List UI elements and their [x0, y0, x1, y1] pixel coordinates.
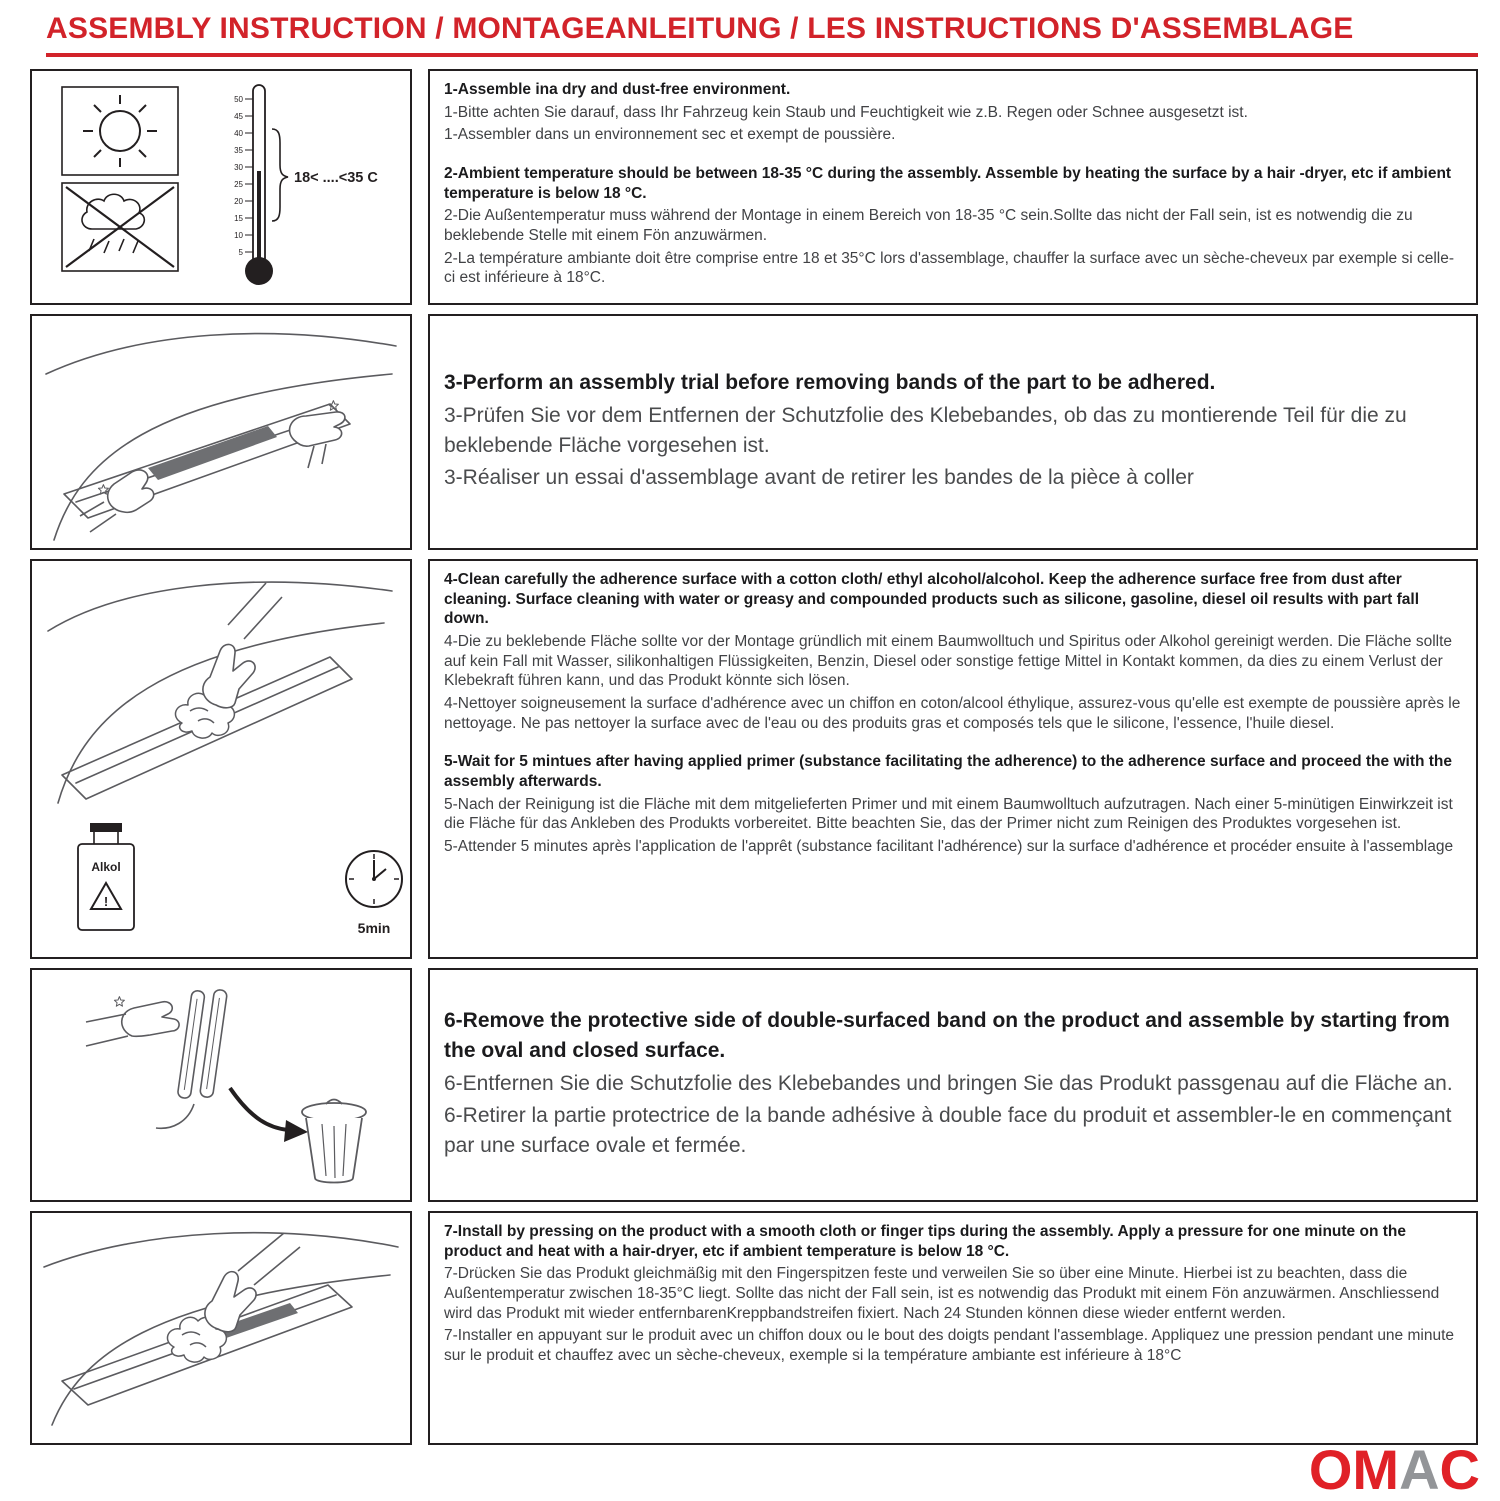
- star-doodle: [328, 401, 338, 411]
- svg-text:10: 10: [234, 231, 243, 240]
- hand: [86, 997, 179, 1046]
- trim-strip: [148, 426, 277, 480]
- alcohol-bottle-icon: [78, 823, 134, 930]
- logo-letters-om: OM: [1308, 1438, 1400, 1501]
- arrow-icon: [230, 1088, 308, 1142]
- step1-fr: 1-Assembler dans un environnement sec et exempt de poussière.: [444, 126, 896, 144]
- step4-fr: 4-Nettoyer soigneusement la surface d'adhérence avec un chiffon en coton/alcool éthylique, assurez-vous qu'elle est exempte de poussière après le nettoyage. Ne pas nettoyer la surface avec de l'eau ou des produits gras et composés tels que le silicone, l'essence, l'huile diesel.: [444, 695, 1461, 732]
- instructions-step-6: [428, 968, 1478, 1202]
- step-row-1: [30, 69, 1478, 305]
- alcohol-bottle-label: Alkol: [91, 860, 121, 874]
- step-row-2: [30, 314, 1478, 550]
- page-title: ASSEMBLY INSTRUCTION / MONTAGEANLEITUNG / LES INSTRUCTIONS D'ASSEMBLAGE: [46, 12, 1354, 45]
- step4-de: 4-Die zu beklebende Fläche sollte vor der Montage gründlich mit einem Baumwolltuch und Spiritus oder Alkohol gereinigt werden. Die Fläche sollte auf kein Fall mit Wasser, silikonhaltigen Flüssigkeiten, Benzin, Diesel oder sonstige fettige Mittel in Kontakt kommen, da dies zu einem Verlust der Klebekraft führen kann, und das Produkt könnte sich lösen.: [444, 633, 1453, 690]
- svg-text:15: 15: [234, 214, 243, 223]
- star-doodle: [114, 997, 124, 1007]
- step7-en: 7-Install by pressing on the product with a smooth cloth or finger tips during the assembly. Apply a pressure for one minute on the product and heat with a hair-dryer, etc if ambient temperature is below 18 °C.: [444, 1223, 1406, 1260]
- sun-icon: [62, 87, 178, 175]
- star-doodle: [98, 485, 108, 495]
- step3-de: 3-Prüfen Sie vor dem Entfernen der Schutzfolie des Klebebandes, ob das zu montierende Teil für die zu beklebende Fläche vorgesehen ist.: [444, 403, 1407, 457]
- step1-en: 1-Assemble ina dry and dust-free environment.: [444, 81, 791, 98]
- temperature-range-label: 18< ....<35 C: [294, 170, 378, 186]
- illustration-cleaning: [30, 559, 412, 959]
- step5-de: 5-Nach der Reinigung ist die Fläche mit dem mitgelieferten Primer und mit einem Baumwolltuch aufzutragen. Nach einer 5-minütigen Einwirkzeit ist die Fläche für das Ankleben des Produkts vorbereitet. Bitte beachten Sie, das der Primer nicht zum Reinigen des Produktes vorgesehen ist.: [444, 795, 1453, 833]
- step4-en: 4-Clean carefully the adherence surface with a cotton cloth/ ethyl alcohol/alcohol. Keep the adherence surface free from dust after cleaning. Surface cleaning with water or greasy and compounded products such as silicone, gasoline, diesel oil results with part fall down.: [444, 571, 1420, 628]
- step3-en: 3-Perform an assembly trial before removing bands of the part to be adhered.: [444, 370, 1216, 394]
- step1-de: 1-Bitte achten Sie darauf, dass Ihr Fahrzeug kein Staub und Feuchtigkeit wie z.B. Regen oder Schnee ausgesetzt ist.: [444, 103, 1248, 121]
- instructions-steps-1-2: [428, 69, 1478, 305]
- step-row-3: [30, 559, 1478, 959]
- step7-fr: 7-Installer en appuyant sur le produit avec un chiffon doux ou le bout des doigts pendant l'assemblage. Appliquez une pression pendant une minute sur le produit et chauffez avec un sèche-cheveux, exemple si la température ambiante est inférieure à 18°C: [444, 1327, 1455, 1365]
- svg-text:20: 20: [234, 197, 243, 206]
- illustration-remove-band: [30, 968, 412, 1202]
- warning-mark: !: [103, 894, 109, 909]
- step3-fr: 3-Réaliser un essai d'assemblage avant de retirer les bandes de la pièce à coller: [444, 466, 1194, 490]
- step-row-4: [30, 968, 1478, 1202]
- cleaning-illustration: [32, 561, 410, 957]
- illustration-environment: [30, 69, 412, 305]
- svg-text:40: 40: [234, 129, 243, 138]
- assembly-trial-illustration: [32, 316, 410, 548]
- svg-text:25: 25: [234, 180, 243, 189]
- step5-en: 5-Wait for 5 mintues after having applied primer (substance facilitating the adherence) to the adherence surface and proceed the with the assembly afterwards.: [444, 753, 1452, 791]
- svg-text:35: 35: [234, 146, 243, 155]
- step6-fr: 6-Retirer la partie protectrice de la bande adhésive à double face du produit et assembler-le en commençant par une surface ovale et fermée.: [444, 1104, 1452, 1158]
- remove-band-illustration: [32, 970, 410, 1200]
- press-install-illustration: [32, 1213, 410, 1443]
- illustration-press-install: [30, 1211, 412, 1445]
- instructions-step-3: [428, 314, 1478, 550]
- clock-icon: [346, 851, 402, 936]
- no-rain-icon: [62, 183, 178, 271]
- hand: [203, 583, 282, 708]
- illustration-assembly-trial: [30, 314, 412, 550]
- step2-en: 2-Ambient temperature should be between 18-35 °C during the assembly. Assemble by heating the surface by a hair -dryer, etc if ambient temperature is below 18 °C.: [444, 165, 1452, 202]
- logo-letter-a: A: [1399, 1438, 1440, 1501]
- door-sill: [46, 334, 396, 540]
- left-hand: [80, 470, 154, 532]
- thermometer-scale: [234, 95, 243, 257]
- environment-illustration: [32, 71, 410, 303]
- step6-en: 6-Remove the protective side of double-surfaced band on the product and assemble by starting from the oval and closed surface.: [444, 1008, 1450, 1062]
- svg-text:50: 50: [234, 95, 243, 104]
- step-row-5: [30, 1211, 1478, 1445]
- instructions-steps-4-5: [428, 559, 1478, 959]
- svg-text:30: 30: [234, 163, 243, 172]
- temperature-bracket: [272, 129, 288, 221]
- svg-text:45: 45: [234, 112, 243, 121]
- instructions-step-7: [428, 1211, 1478, 1445]
- wait-time-label: 5min: [357, 920, 391, 936]
- thermometer-icon: [234, 85, 273, 285]
- step2-de: 2-Die Außentemperatur muss während der Montage in einem Bereich von 18-35 °C sein.Sollte das nicht der Fall sein, ist es notwendig die zu beklebende Stelle mit einem Fön anzuwärmen.: [444, 207, 1413, 245]
- trash-bin-icon: [302, 1100, 366, 1183]
- step2-fr: 2-La température ambiante doit être comprise entre 18 et 35°C lors d'assemblage, chauffer la surface avec un sèche-cheveux par exemple si celle-ci est inférieure à 18°C.: [444, 249, 1455, 287]
- step6-de: 6-Entfernen Sie die Schutzfolie des Klebebandes und bringen Sie das Produkt passgenau auf die Fläche an.: [444, 1071, 1453, 1095]
- svg-text:5: 5: [238, 248, 243, 257]
- omac-logo: [1308, 1438, 1480, 1501]
- step7-de: 7-Drücken Sie das Produkt gleichmäßig mit den Fingerspitzen feste und verweilen Sie so über eine Minute. Hierbei ist zu beachten, dass die Außentemperatur zwischen 18-35°C liegt. Sollte das nicht der Fall sein, ist es notwendig das Produkt mit einem Fön anzuwärmen. Anschliessend wird das Produkt mit wieder entfernbarenKreppbandstreifen fixiert. Nach 24 Stunden können diese wieder entfernt werden.: [444, 1265, 1440, 1322]
- step5-fr: 5-Attender 5 minutes après l'application de l'apprêt (substance facilitant l'adhérence) sur la surface d'adhérence et procéder ensuite à l'assemblage: [444, 838, 1454, 856]
- title-divider: [46, 53, 1478, 57]
- logo-letter-c: C: [1439, 1438, 1480, 1501]
